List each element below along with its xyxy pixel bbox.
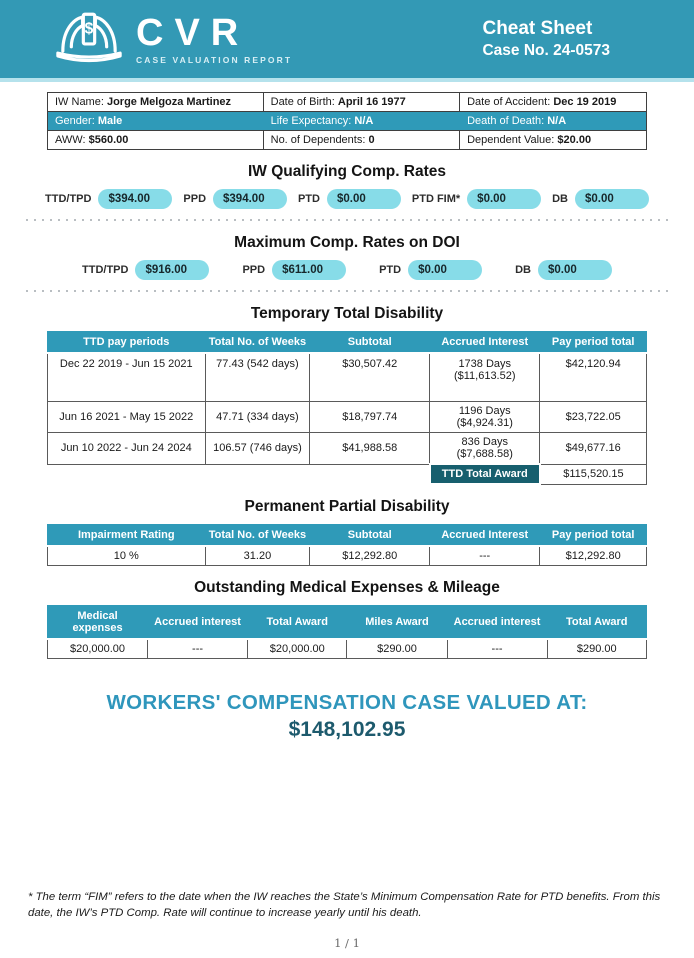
- rate-db: DB $0.00: [552, 189, 649, 209]
- info-cell-aww: AWW: $560.00: [48, 131, 264, 150]
- header-banner: [0, 0, 694, 78]
- miles-total-award: $290.00: [547, 639, 646, 659]
- ppd-accrued-interest: ---: [430, 546, 540, 566]
- medical-header-row: [48, 606, 647, 640]
- col-header: Medical expenses: [48, 606, 148, 640]
- ppd-impairment-rating: 10 %: [48, 546, 206, 566]
- valuation-amount: $148,102.95: [288, 718, 406, 741]
- dotted-divider: [26, 219, 668, 221]
- dotted-divider: [26, 290, 668, 292]
- ttd-total-award-label: TTD Total Award: [430, 464, 540, 484]
- ppd-weeks: 31.20: [205, 546, 310, 566]
- col-header: Subtotal: [310, 525, 430, 547]
- miles-accrued-interest: ---: [447, 639, 547, 659]
- valuation-headline: WORKERS' COMPENSATION CASE VALUED AT:: [106, 691, 588, 714]
- col-header: TTD pay periods: [48, 332, 206, 354]
- rate-ttd-tpd: TTD/TPD $394.00: [45, 189, 172, 209]
- ppd-subtotal: $12,292.80: [310, 546, 430, 566]
- ppd-row: [48, 546, 647, 566]
- medical-table: [47, 605, 647, 659]
- brand-text: [136, 11, 293, 65]
- ttd-row: [48, 353, 647, 402]
- ppd-pay-period-total: $12,292.80: [540, 546, 647, 566]
- brand-logo: [52, 10, 292, 68]
- ttd-accrued-interest: 1196 Days ($4,924.31): [430, 402, 540, 433]
- document-title: Cheat Sheet: [482, 18, 593, 40]
- info-cell-dependent-value: Dependent Value: $20.00: [460, 131, 647, 150]
- ttd-table: [47, 331, 647, 485]
- info-cell-life-expectancy: Life Expectancy: N/A: [263, 112, 459, 131]
- brand-tagline: CASE VALUATION REPORT: [136, 54, 293, 65]
- col-header: Total Award: [248, 606, 347, 640]
- ttd-weeks: 47.71 (334 days): [205, 402, 310, 433]
- qualifying-rates-row: [45, 189, 649, 209]
- medical-total-award: $20,000.00: [248, 639, 347, 659]
- col-header: Accrued interest: [148, 606, 248, 640]
- info-cell-iw-name: IW Name: Jorge Melgoza Martinez: [48, 93, 264, 112]
- rate-value-badge: $0.00: [408, 260, 482, 280]
- col-header: Accrued Interest: [430, 332, 540, 354]
- col-header: Accrued Interest: [430, 525, 540, 547]
- case-number: Case No. 24-0573: [482, 41, 610, 59]
- info-row: [48, 131, 647, 150]
- ttd-subtotal: $41,988.58: [310, 433, 430, 465]
- header-accent-strip: [0, 78, 694, 82]
- rate-ptd-fim: PTD FIM* $0.00: [412, 189, 541, 209]
- col-header: Total No. of Weeks: [205, 332, 310, 354]
- ttd-total-award-value: $115,520.15: [540, 464, 647, 484]
- col-header: Accrued interest: [447, 606, 547, 640]
- col-header: Pay period total: [540, 525, 647, 547]
- ttd-row: [48, 433, 647, 465]
- medical-expenses: $20,000.00: [48, 639, 148, 659]
- section-title-medical: Outstanding Medical Expenses & Mileage: [194, 579, 500, 596]
- ttd-row: [48, 402, 647, 433]
- max-rate-db: DB $0.00: [515, 260, 612, 280]
- ttd-subtotal: $18,797.74: [310, 402, 430, 433]
- medical-row: [48, 639, 647, 659]
- maximum-rates-row: [82, 260, 612, 280]
- max-rate-ppd: PPD $611.00: [242, 260, 346, 280]
- rate-value-badge: $0.00: [467, 189, 541, 209]
- col-header: Pay period total: [540, 332, 647, 354]
- col-header: Miles Award: [347, 606, 447, 640]
- ttd-pay-period-total: $23,722.05: [540, 402, 647, 433]
- info-row: [48, 93, 647, 112]
- valuation-block: [0, 691, 694, 742]
- rate-value-badge: $0.00: [538, 260, 612, 280]
- info-row-highlight: [48, 112, 647, 131]
- col-header: Total No. of Weeks: [205, 525, 310, 547]
- info-cell-death: Death of Death: N/A: [460, 112, 647, 131]
- info-cell-doa: Date of Accident: Dec 19 2019: [460, 93, 647, 112]
- info-cell-dob: Date of Birth: April 16 1977: [263, 93, 459, 112]
- ttd-weeks: 77.43 (542 days): [205, 353, 310, 402]
- section-title-maximum-rates: Maximum Comp. Rates on DOI: [234, 234, 460, 251]
- col-header: Subtotal: [310, 332, 430, 354]
- case-info-table: [47, 92, 647, 150]
- ttd-subtotal: $30,507.42: [310, 353, 430, 402]
- ttd-total-row: [48, 464, 647, 484]
- rate-ppd: PPD $394.00: [183, 189, 287, 209]
- section-title-ppd: Permanent Partial Disability: [244, 498, 450, 515]
- max-rate-ttd-tpd: TTD/TPD $916.00: [82, 260, 209, 280]
- rate-value-badge: $0.00: [575, 189, 649, 209]
- section-title-qualifying-rates: IW Qualifying Comp. Rates: [247, 163, 447, 180]
- rate-value-badge: $916.00: [135, 260, 209, 280]
- svg-text:$: $: [84, 20, 94, 38]
- ttd-pay-period: Jun 16 2021 - May 15 2022: [48, 402, 206, 433]
- rate-value-badge: $394.00: [213, 189, 287, 209]
- brand-acronym: CVR: [136, 11, 250, 54]
- header-right-block: [482, 18, 694, 60]
- info-cell-dependents: No. of Dependents: 0: [263, 131, 459, 150]
- col-header: Impairment Rating: [48, 525, 206, 547]
- fim-footnote: * The term “FIM” refers to the date when the IW reaches the State’s Minimum Compensation Rate for PTD benefits. From this date, the IW’s PTD Comp. Rate will continue to increase yearly until his death.: [28, 890, 661, 920]
- ttd-accrued-interest: 836 Days ($7,688.58): [430, 433, 540, 465]
- ttd-accrued-interest: 1738 Days ($11,613.52): [430, 353, 540, 402]
- medical-accrued-interest: ---: [148, 639, 248, 659]
- ppd-header-row: [48, 525, 647, 547]
- page-number: 1 / 1: [334, 936, 360, 950]
- col-header: Total Award: [547, 606, 646, 640]
- rate-value-badge: $611.00: [272, 260, 346, 280]
- ttd-pay-period: Jun 10 2022 - Jun 24 2024: [48, 433, 206, 465]
- ttd-weeks: 106.57 (746 days): [205, 433, 310, 465]
- ttd-pay-period-total: $42,120.94: [540, 353, 647, 402]
- empty-cell: [48, 464, 430, 484]
- info-cell-gender: Gender: Male: [48, 112, 264, 131]
- ttd-header-row: [48, 332, 647, 354]
- miles-award: $290.00: [347, 639, 447, 659]
- rate-ptd: PTD $0.00: [298, 189, 401, 209]
- rate-value-badge: $0.00: [327, 189, 401, 209]
- hard-hat-dollar-icon: [52, 10, 126, 68]
- rate-value-badge: $394.00: [98, 189, 172, 209]
- section-title-ttd: Temporary Total Disability: [250, 305, 444, 322]
- ttd-pay-period: Dec 22 2019 - Jun 15 2021: [48, 353, 206, 402]
- max-rate-ptd: PTD $0.00: [379, 260, 482, 280]
- ppd-table: [47, 524, 647, 566]
- ttd-pay-period-total: $49,677.16: [540, 433, 647, 465]
